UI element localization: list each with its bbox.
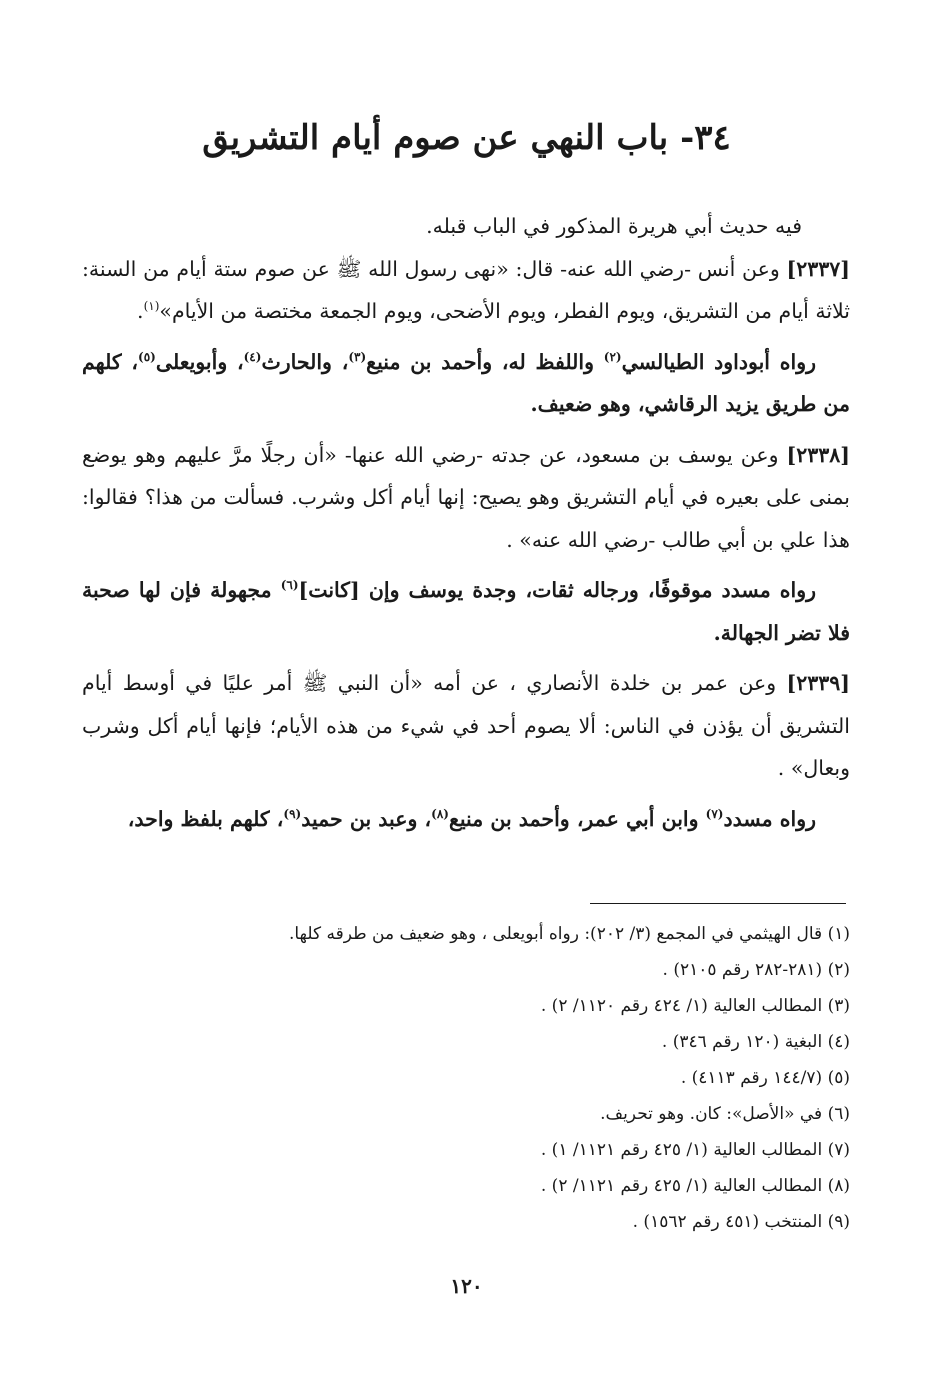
footnote-ref: (١) bbox=[143, 299, 160, 314]
footnote-7: (٧) المطالب العالية (١/ ٤٢٥ رقم ١١٢١/ ١) . bbox=[540, 1140, 850, 1160]
footnote-4: (٤) البغية (١٢٠ رقم ٣٤٦) . bbox=[661, 1032, 850, 1052]
footnote-ref: (٥) bbox=[138, 349, 156, 364]
narration-text: رواه مسدد bbox=[723, 806, 816, 831]
footnote-ref: (٨) bbox=[431, 806, 449, 821]
narration-text: ، والحارث bbox=[261, 349, 349, 374]
hadith-text: وعن أنس -رضي الله عنه- قال: «نهى رسول الله ﷺ عن صوم ستة أيام من السنة: ثلاثة أيام من التشريق، ويوم الفطر، ويوم الأضحى، ويوم الجمعة مختصة من الأيام» bbox=[82, 256, 850, 323]
narration-text: ، كلهم من طريق يزيد الرقاشي، وهو ضعيف. bbox=[82, 349, 850, 416]
narration-2337 bbox=[82, 341, 850, 426]
narration-text: وابن أبي عمر، وأحمد بن منيع bbox=[448, 806, 699, 831]
footnote-5: (٥) (١٤٤/٧ رقم ٤١١٣) . bbox=[680, 1068, 850, 1088]
narration-text: ، وأبويعلى bbox=[155, 349, 244, 374]
footnote-ref: (٦) bbox=[280, 578, 299, 593]
footnote-divider bbox=[590, 903, 846, 904]
footnote-9: (٩) المنتخب (٤٥١ رقم ١٥٦٢) . bbox=[632, 1212, 850, 1232]
narration-text: رواه مسدد موقوفًا، ورجاله ثقات، وجدة يوسف وإن [كانت] bbox=[298, 578, 817, 602]
hadith-number: [٢٣٣٩] bbox=[786, 671, 850, 695]
hadith-number: [٢٣٣٨] bbox=[786, 442, 850, 467]
hadith-text: وعن يوسف بن مسعود، عن جدته -رضي الله عنها- «أن رجلًا مرَّ عليهم وهو يوضع بمنى على بعيره في أيام التشريق وهو يصيح: إنها أيام أكل وشرب. فسألت من هذا؟ فقالوا: هذا علي بن أبي طالب -رضي الله عنه» . bbox=[82, 442, 850, 552]
chapter-title: ٣٤- باب النهي عن صوم أيام التشريق bbox=[202, 118, 731, 158]
hadith-2339 bbox=[82, 662, 850, 790]
footnote-6: (٦) في «الأصل»: كان. وهو تحريف. bbox=[600, 1104, 850, 1124]
footnote-3: (٣) المطالب العالية (١/ ٤٢٤ رقم ١١٢٠/ ٢) . bbox=[540, 996, 850, 1016]
narration-text: ، كلهم بلفظ واحد، bbox=[127, 806, 284, 831]
footnote-8: (٨) المطالب العالية (١/ ٤٢٥ رقم ١١٢١/ ٢) . bbox=[540, 1176, 850, 1196]
period: . bbox=[137, 299, 144, 323]
narration-text: واللفظ له، وأحمد بن منيع bbox=[366, 349, 594, 374]
footnote-ref: (٧) bbox=[705, 806, 724, 821]
narration-2338 bbox=[82, 569, 850, 654]
footnote-ref: (٩) bbox=[283, 806, 302, 821]
footnote-ref: (٤) bbox=[243, 349, 262, 364]
footnote-ref: (٣) bbox=[348, 349, 367, 364]
narration-text: رواه أبوداود الطيالسي bbox=[621, 349, 816, 374]
narration-2339 bbox=[82, 798, 850, 841]
hadith-2338 bbox=[82, 434, 850, 562]
narration-text: مجهولة فإن لها صحبة فلا تضر الجهالة. bbox=[82, 578, 850, 645]
footnote-2: (٢) (٢٨١-٢٨٢ رقم ٢١٠٥) . bbox=[662, 960, 850, 980]
page-number: ١٢٠ bbox=[450, 1274, 483, 1298]
narration-text: ، وعبد بن حميد bbox=[301, 806, 432, 831]
footnotes bbox=[82, 916, 850, 1240]
hadith-text: وعن عمر بن خلدة الأنصاري ، عن أمه «أن النبي ﷺ أمر عليًا في أوسط أيام التشريق أن يؤذن في الناس: ألا يصوم أحد في شيء من هذه الأيام؛ فإنها أيام أكل وشرب وبعال» . bbox=[82, 671, 850, 780]
footnote-1: (١) قال الهيثمي في المجمع (٣/ ٢٠٢): رواه أبويعلى ، وهو ضعيف من طرقه كلها. bbox=[288, 924, 850, 944]
footnote-ref: (٢) bbox=[603, 349, 622, 364]
hadith-2337 bbox=[82, 248, 850, 333]
main-text bbox=[82, 205, 850, 840]
hadith-number: [٢٣٣٧] bbox=[786, 256, 850, 281]
intro-paragraph: فيه حديث أبي هريرة المذكور في الباب قبله. bbox=[426, 214, 802, 238]
